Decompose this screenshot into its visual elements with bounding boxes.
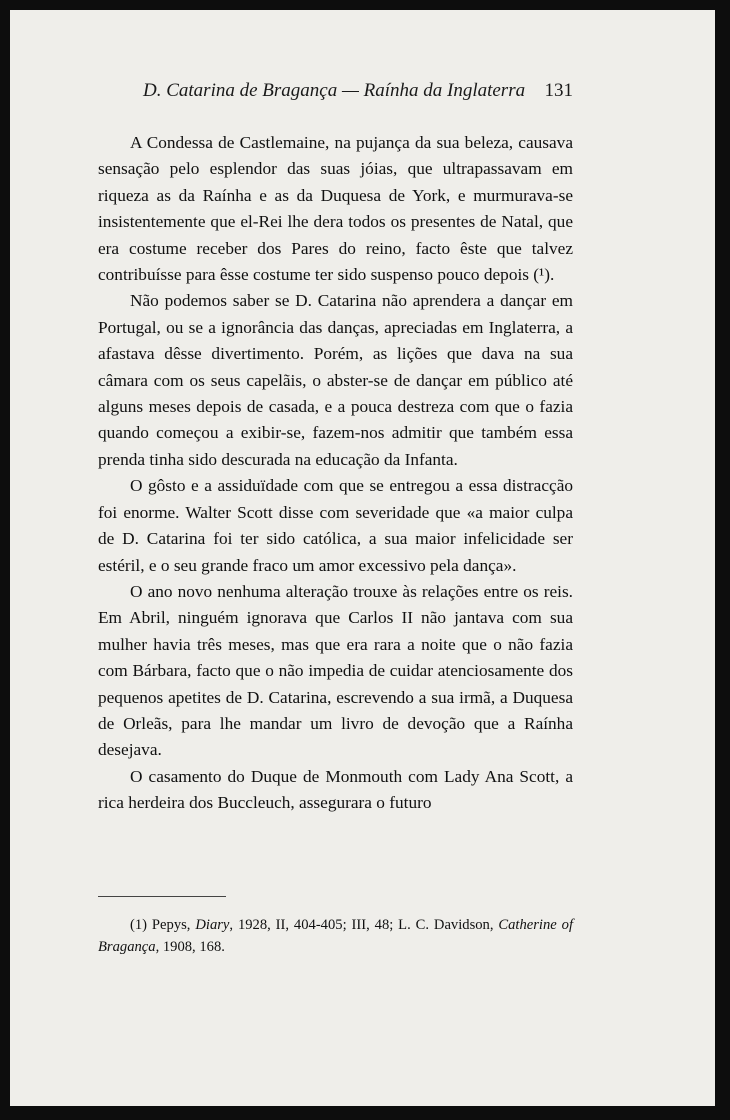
paragraph: A Condessa de Castlemaine, na pujança da sua beleza, causava sensação pelo esplendor das suas jóias, que ultrapassavam em riqueza as da Raínha e as da Duquesa de York, e murmurava-se insistentemente que el-Rei lhe dera todos os presentes de Natal, que era costume receber dos Pares do reino, facto êste que talvez contribuísse para êsse costume ter sido suspenso pouco depois (¹). <box>98 133 573 285</box>
footnote <box>98 914 573 958</box>
footnote-text: , 1908, 168. <box>155 939 225 955</box>
book-page <box>10 10 715 1106</box>
footnote-marker: (1) <box>130 917 148 933</box>
page-number: 131 <box>544 80 573 101</box>
running-head <box>143 80 573 102</box>
running-title: D. Catarina de Bragança — Raínha da Inglaterra <box>143 80 526 101</box>
footnote-text: Pepys, <box>147 917 196 933</box>
footnote-diary-title: Diary <box>195 917 230 933</box>
paragraph: O ano novo nenhuma alteração trouxe às relações entre os reis. Em Abril, ninguém ignorava que Carlos II não jantava com sua mulher havia três meses, mas que era rara a noite que o não fazia com Bárbara, facto que o não impedia de cuidar atenciosamente dos pequenos apetites de D. Catarina, escrevendo a sua irmã, a Duquesa de Orleãs, para lhe mandar um livro de devoção que a Raínha desejava. <box>98 581 573 760</box>
body-text <box>98 130 573 817</box>
footnote-rule <box>98 896 226 897</box>
footnote-book-title: Catherine of Bragança <box>98 917 574 955</box>
footnote-text: , 1928, II, 404-405; III, 48; L. C. Davidson, <box>229 917 499 933</box>
paragraph: Não podemos saber se D. Catarina não aprendera a dançar em Portugal, ou se a ignorância das danças, apreciadas em Inglaterra, a afastava dêsse divertimento. Porém, as lições que dava na sua câmara com os seus capelãis, o abster-se de dançar em público até alguns meses depois de casada, e a pouca destreza com que o fazia quando começou a exibir-se, fazem-nos admitir que também essa prenda tinha sido descurada na educação da Infanta. <box>98 291 573 469</box>
paragraph: O casamento do Duque de Monmouth com Lady Ana Scott, a rica herdeira dos Buccleuch, assegurara o futuro <box>98 766 573 813</box>
paragraph: O gôsto e a assiduïdade com que se entregou a essa distracção foi enorme. Walter Scott disse com severidade que «a maior culpa de D. Catarina foi ter sido católica, a sua maior infelicidade ser estéril, e o seu grande fraco um amor excessivo pela dança». <box>98 476 573 575</box>
